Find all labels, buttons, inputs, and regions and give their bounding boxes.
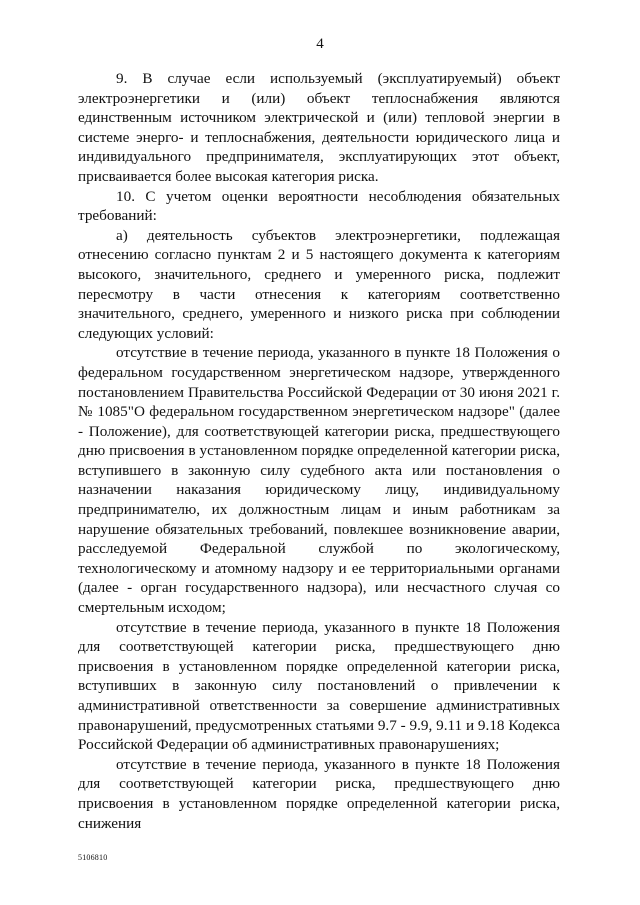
paragraph-10a: а) деятельность субъектов электроэнергетики, подлежащая отнесению согласно пунктам 2 и 5 настоящего документа к категориям высокого, значительного, среднего и умеренного риска, подлежит пересмотру в части отнесения к категориям соответственно значительного, среднего, умеренного и низкого риска при соблюдении следующих условий: [78, 226, 560, 342]
paragraph-10: 10. С учетом оценки вероятности несоблюдения обязательных требований: [78, 187, 560, 225]
paragraph-condition-1: отсутствие в течение периода, указанного в пункте 18 Положения о федеральном государственном энергетическом надзоре, утвержденного постановлением Правительства Российской Федерации от 30 июня 2021 г. № 1085"О федеральном государственном энергетическом надзоре" (далее - Положение), для соответствующей категории риска, предшествующего дню присвоения в установленном порядке определенной категории риска, вступившего в законную силу судебного акта или постановления о назначении наказания юридическому лицу, индивидуальному предпринимателю, их должностным лицам и иным работникам за нарушение обязательных требований, повлекшее возникновение аварии, расследуемой Федеральной службой по экологическому, технологическому и атомному надзору и ее территориальными органами (далее - орган государственного надзора), или несчастного случая со смертельным исходом; [78, 344, 560, 617]
paragraph-condition-3: отсутствие в течение периода, указанного в пункте 18 Положения для соответствующей категории риска, предшествующего дню присвоения в установленном порядке определенной категории риска, снижения [78, 755, 560, 832]
page-number: 4 [316, 36, 324, 52]
paragraph-9: 9. В случае если используемый (эксплуатируемый) объект электроэнергетики и (или) объект теплоснабжения являются единственным источником электрической и (или) тепловой энергии в системе энерго- и теплоснабжения, деятельности юридического лица и индивидуального предпринимателя, эксплуатирующих этот объект, присваивается более высокая категория риска. [78, 70, 560, 185]
paragraph-condition-2: отсутствие в течение периода, указанного в пункте 18 Положения для соответствующей категории риска, предшествующего дню присвоения в установленном порядке определенной категории риска, вступивших в законную силу постановлений о привлечении к административной ответственности за совершение административных правонарушений, предусмотренных статьями 9.7 - 9.9, 9.11 и 9.18 Кодекса Российской Федерации об административных правонарушениях; [78, 618, 560, 754]
document-body [78, 69, 560, 833]
document-code: 5106810 [78, 853, 108, 862]
